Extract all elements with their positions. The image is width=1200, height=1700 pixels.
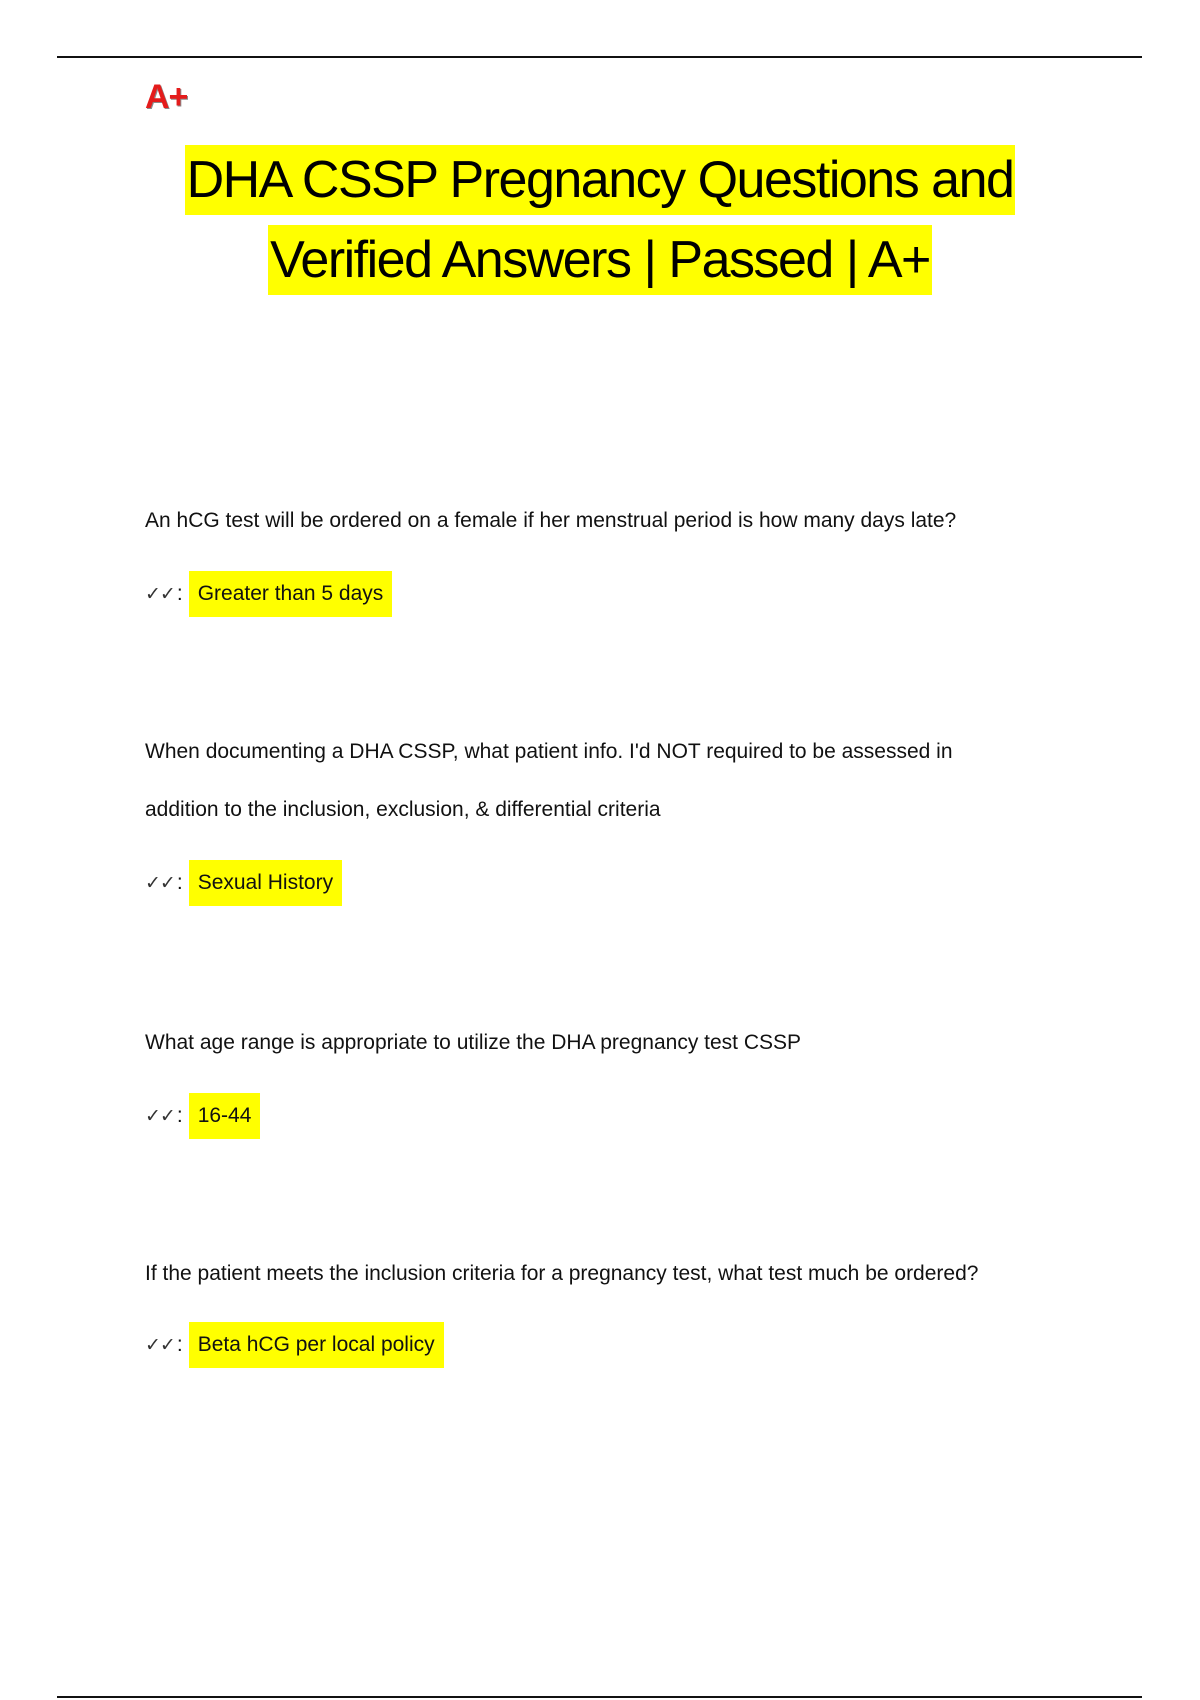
answer-separator: : xyxy=(176,1333,183,1356)
question-1: An hCG test will be ordered on a female if her menstrual period is how many days late? xyxy=(145,509,957,532)
top-rule xyxy=(57,56,1142,58)
qa-item-3 xyxy=(145,1014,1105,1140)
answer-3: 16-44 xyxy=(189,1093,261,1139)
answer-row-1 xyxy=(145,570,1105,618)
answer-separator: : xyxy=(176,582,183,605)
double-check-icon: ✓✓ xyxy=(145,1105,175,1127)
bottom-rule xyxy=(57,1696,1142,1698)
title-line-1-text: DHA CSSP Pregnancy Questions and xyxy=(185,145,1016,215)
double-check-icon: ✓✓ xyxy=(145,872,175,894)
qa-item-4 xyxy=(145,1245,1105,1369)
answer-separator: : xyxy=(176,1104,183,1127)
question-4: If the patient meets the inclusion criteria for a pregnancy test, what test much be ordered? xyxy=(145,1262,979,1285)
double-check-icon: ✓✓ xyxy=(145,583,175,605)
answer-2: Sexual History xyxy=(189,860,342,906)
title-line-2-text: Verified Answers | Passed | A+ xyxy=(268,225,932,295)
document-title xyxy=(0,140,1200,300)
question-3: What age range is appropriate to utilize the DHA pregnancy test CSSP xyxy=(145,1031,802,1054)
qa-item-1 xyxy=(145,492,1105,618)
title-line-1 xyxy=(0,140,1200,220)
grade-mark: A+ xyxy=(145,78,188,116)
answer-1: Greater than 5 days xyxy=(189,571,393,617)
answer-separator: : xyxy=(176,871,183,894)
answer-row-2 xyxy=(145,859,1105,907)
question-2-line-2: addition to the inclusion, exclusion, & differential criteria xyxy=(145,798,661,821)
qa-item-2 xyxy=(145,723,1105,907)
answer-row-3 xyxy=(145,1092,1105,1140)
answer-4: Beta hCG per local policy xyxy=(189,1322,444,1368)
answer-row-4 xyxy=(145,1321,1105,1369)
title-line-2 xyxy=(0,220,1200,300)
double-check-icon: ✓✓ xyxy=(145,1334,175,1356)
question-2-line-1: When documenting a DHA CSSP, what patient info. I'd NOT required to be assessed in xyxy=(145,740,953,763)
